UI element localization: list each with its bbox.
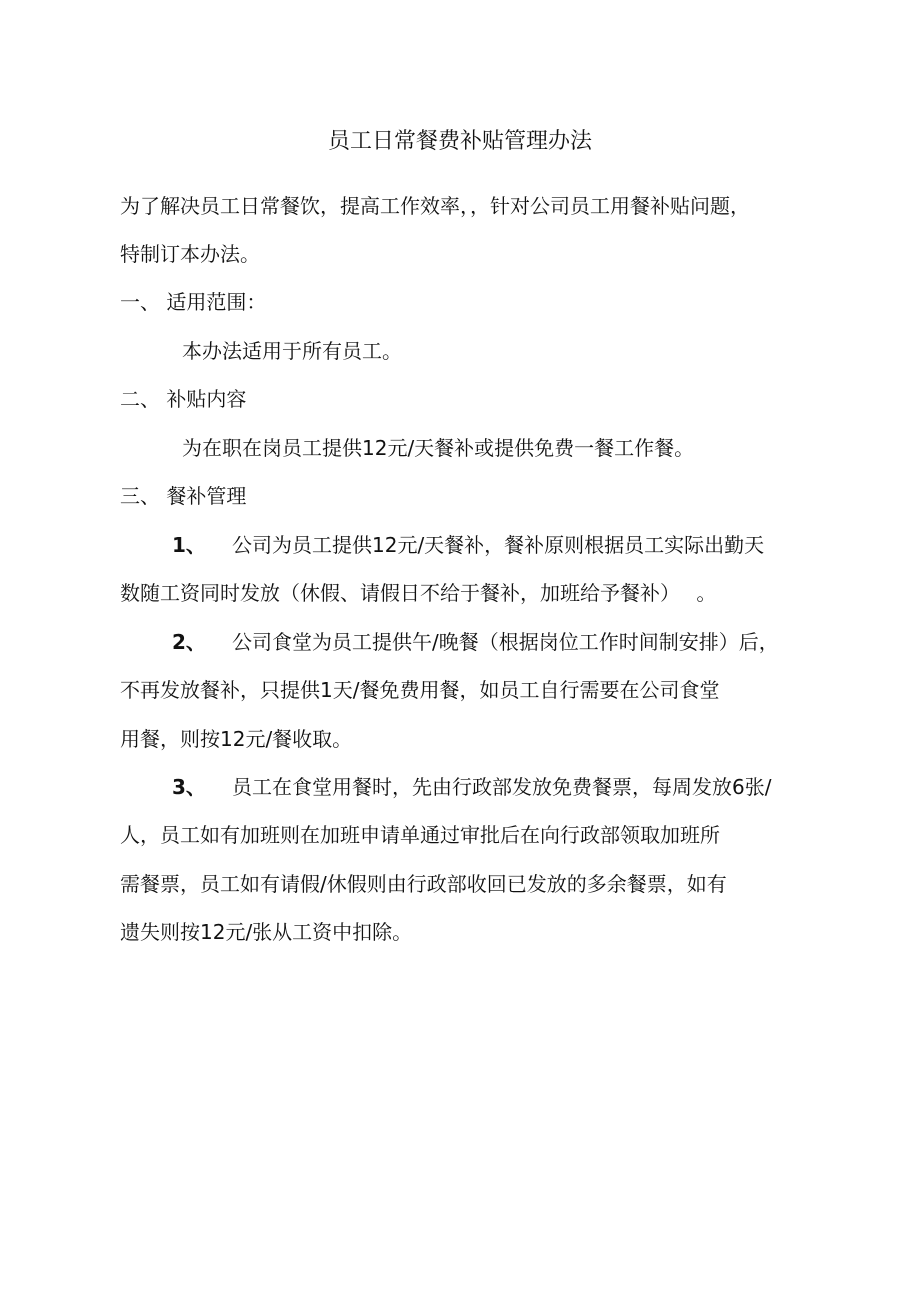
section-heading: 一、 适用范围： [120,290,267,314]
item-line: 不再发放餐补，只提供1天/餐免费用餐，如员工自行需要在公司食堂 [120,678,720,702]
item-line: 公司食堂为员工提供午/晚餐（根据岗位工作时间制安排）后， [232,630,779,654]
item-number: 1、 [172,533,206,557]
item-line: 员工在食堂用餐时，先由行政部发放免费餐票，每周发放6张/ [232,775,772,799]
item-line: 数随工资同时发放（休假、请假日不给于餐补，加班给予餐补） 。 [120,581,717,605]
section-heading: 二、 补贴内容 [120,387,247,411]
intro-line: 为了解决员工日常餐饮，提高工作效率，，针对公司员工用餐补贴问题， [120,194,750,218]
item-line: 需餐票，员工如有请假/休假则由行政部收回已发放的多余餐票，如有 [120,872,727,896]
item-line: 遗失则按12元/张从工资中扣除。 [120,920,413,944]
section-body: 为在职在岗员工提供12元/天餐补或提供免费一餐工作餐。 [182,436,695,460]
item-number: 3、 [172,775,206,799]
section-body: 本办法适用于所有员工。 [182,339,402,363]
item-number: 2、 [172,630,206,654]
item-line: 公司为员工提供12元/天餐补，餐补原则根据员工实际出勤天 [232,533,765,557]
document-title: 员工日常餐费补贴管理办法 [327,129,592,154]
intro-line: 特制订本办法。 [120,242,260,266]
item-line: 人，员工如有加班则在加班申请单通过审批后在向行政部领取加班所 [120,823,720,847]
section-heading: 三、 餐补管理 [120,484,247,508]
item-line: 用餐，则按12元/餐收取。 [120,727,353,751]
